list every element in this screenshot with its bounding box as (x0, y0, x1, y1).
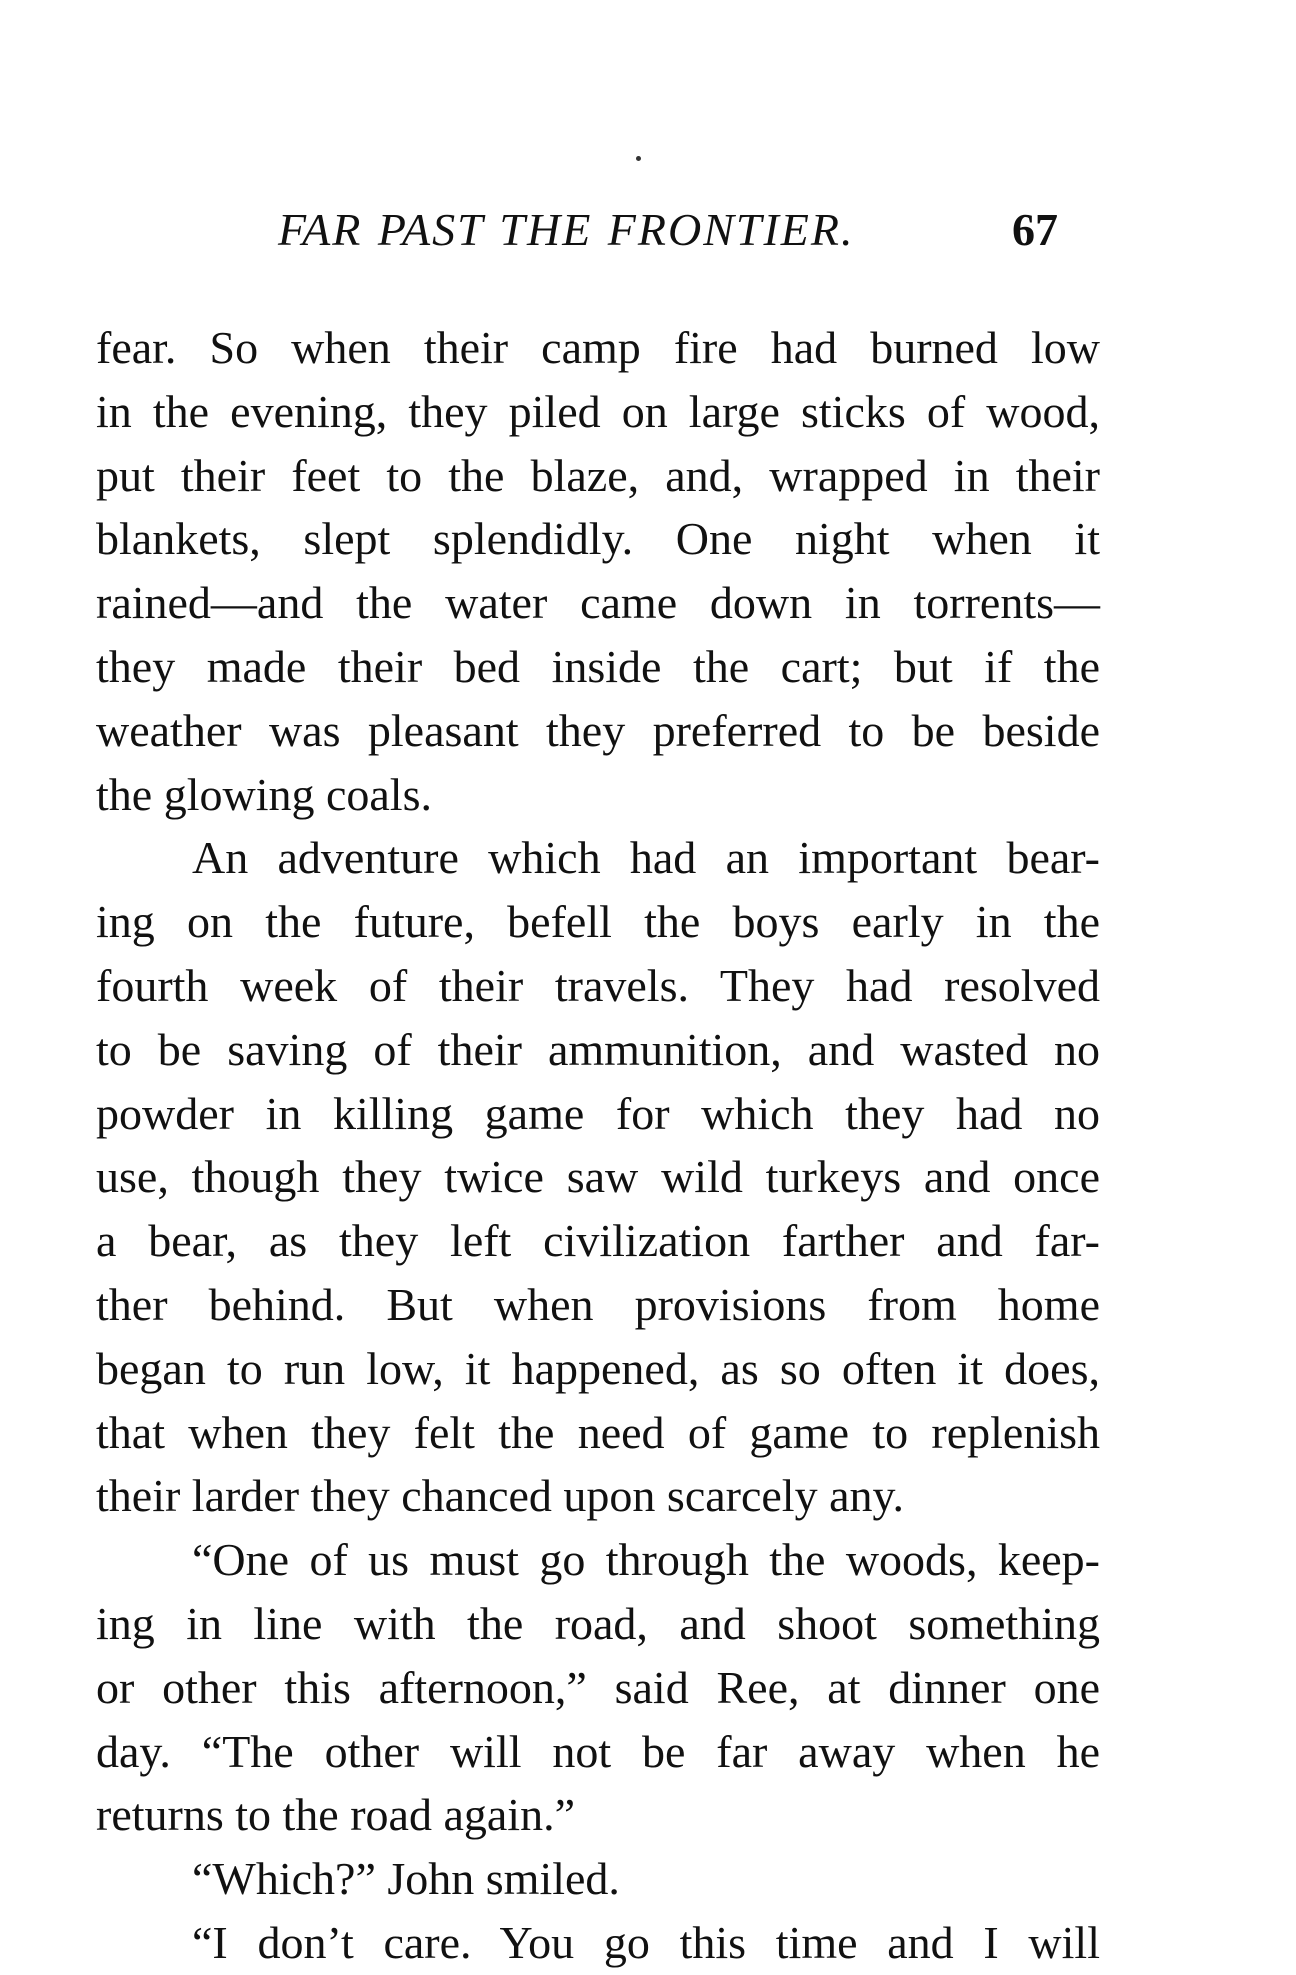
text-line: the glowing coals. (96, 768, 432, 820)
text-line: a bear, as they left civilization farther and far- (96, 1215, 1100, 1267)
text-line: returns to the road again.” (96, 1789, 575, 1841)
text-line: in the evening, they piled on large sticks of wood, (96, 385, 1100, 437)
text-line: “Which?” John smiled. (192, 1853, 620, 1905)
text-line: An adventure which had an important bear- (192, 832, 1100, 884)
text-line: powder in killing game for which they had no (96, 1087, 1100, 1139)
text-line: they made their bed inside the cart; but if the (96, 640, 1100, 692)
text-line: weather was pleasant they preferred to be beside (96, 704, 1100, 756)
body-text (96, 316, 1100, 1975)
text-line: or other this afternoon,” said Ree, at dinner one (96, 1661, 1100, 1713)
page-number: 67 (1012, 204, 1058, 255)
text-line: their larder they chanced upon scarcely any. (96, 1470, 905, 1522)
print-speck (636, 156, 641, 161)
text-line: put their feet to the blaze, and, wrapped in their (96, 449, 1100, 501)
text-line: use, though they twice saw wild turkeys and once (96, 1151, 1100, 1203)
text-line: blankets, slept splendidly. One night when it (96, 513, 1100, 565)
text-line: to be saving of their ammunition, and wasted no (96, 1023, 1100, 1075)
text-line: ing on the future, befell the boys early in the (96, 896, 1100, 948)
text-line: that when they felt the need of game to replenish (96, 1406, 1100, 1458)
text-line: “One of us must go through the woods, keep- (192, 1534, 1100, 1586)
text-line: ing in line with the road, and shoot something (96, 1597, 1100, 1649)
text-line: rained—and the water came down in torrents— (96, 577, 1100, 629)
text-line: fourth week of their travels. They had resolved (96, 959, 1100, 1011)
text-line: began to run low, it happened, as so often it does, (96, 1342, 1100, 1394)
text-line: day. “The other will not be far away when he (96, 1725, 1100, 1777)
page-header (0, 200, 1296, 260)
running-title: FAR PAST THE FRONTIER. (278, 204, 855, 255)
text-line: ther behind. But when provisions from home (96, 1278, 1100, 1330)
text-line: “I don’t care. You go this time and I will (192, 1916, 1100, 1968)
text-line: fear. So when their camp fire had burned low (96, 322, 1100, 373)
